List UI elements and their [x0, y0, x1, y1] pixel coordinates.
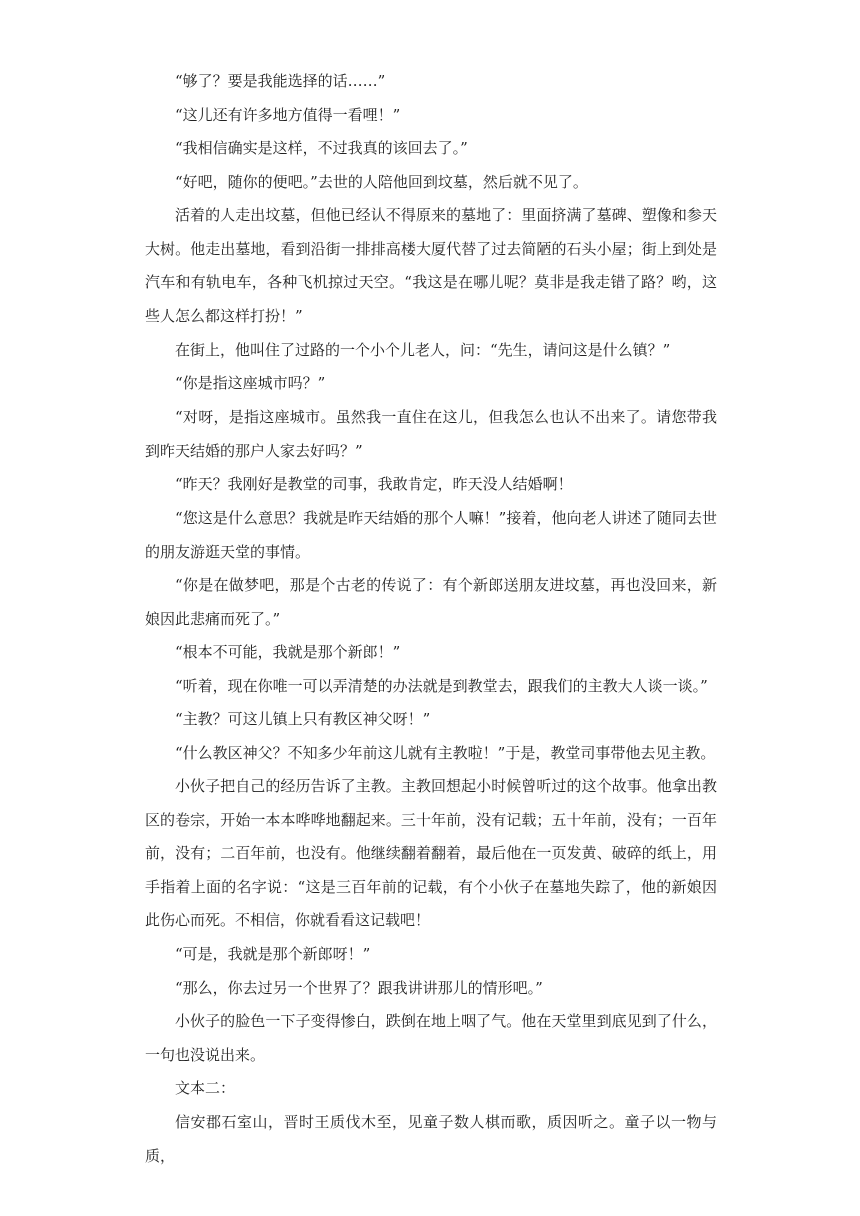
- paragraph-15: “什么教区神父？不知多少年前这儿就有主教啦！”于是，教堂司事带他去见主教。: [175, 744, 716, 762]
- paragraph-16: 小伙子把自己的经历告诉了主教。主教回想起小时候曾听过的这个故事。他拿出教区的卷宗，开始一本本哗哗地翻起来。三十年前，没有记载；五十年前，没有；一百年前，没有；二百年前，也没有。他继续翻着翻着，最后他在一页发黄、破碎的纸上，用手指着上面的名字说：“这是三百年前的记载，有个小伙子在墓地失踪了，他的新娘因此伤心而死。不相信，你就看看这记载吧！: [145, 777, 717, 929]
- paragraph-20: 信安郡石室山，晋时王质伐木至，见童子数人棋而歌，质因听之。童子以一物与质，: [145, 1113, 717, 1165]
- paragraph-7: “你是指这座城市吗？”: [175, 374, 326, 392]
- paragraph-4: “好吧，随你的便吧。”去世的人陪他回到坟墓，然后就不见了。: [175, 173, 588, 191]
- paragraph-14: “主教？可这儿镇上只有教区神父呀！”: [175, 710, 431, 728]
- paragraph-12: “根本不可能，我就是那个新郎！”: [175, 643, 401, 661]
- paragraph-5: 活着的人走出坟墓，但他已经认不得原来的墓地了：里面挤满了墓碑、塑像和参天大树。他走出墓地，看到沿街一排排高楼大厦代替了过去简陋的石头小屋；街上到处是汽车和有轨电车，各种飞机掠过天空。“我这是在哪儿呢？莫非是我走错了路？哟，这些人怎么都这样打扮！”: [145, 206, 717, 325]
- paragraph-2: “这儿还有许多地方值得一看哩！”: [175, 106, 401, 124]
- paragraph-18: “那么，你去过另一个世界了？跟我讲讲那儿的情形吧。”: [175, 979, 543, 997]
- paragraph-3: “我相信确实是这样，不过我真的该回去了。”: [175, 139, 468, 157]
- paragraph-13: “听着，现在你唯一可以弄清楚的办法就是到教堂去，跟我们的主教大人谈一谈。”: [175, 677, 708, 695]
- section-heading-text-two: 文本二：: [175, 1079, 236, 1097]
- paragraph-17: “可是，我就是那个新郎呀！”: [175, 945, 371, 963]
- paragraph-19: 小伙子的脸色一下子变得惨白，跌倒在地上咽了气。他在天堂里到底见到了什么，一句也没说出来。: [145, 1012, 717, 1064]
- paragraph-10: “您这是什么意思？我就是昨天结婚的那个人嘛！”接着，他向老人讲述了随同去世的朋友游逛天堂的事情。: [145, 509, 717, 561]
- paragraph-8: “对呀，是指这座城市。虽然我一直住在这儿，但我怎么也认不出来了。请您带我到昨天结婚的那户人家去好吗？”: [145, 408, 717, 460]
- paragraph-9: “昨天？我刚好是教堂的司事，我敢肯定，昨天没人结婚啊！: [175, 475, 573, 493]
- paragraph-6: 在街上，他叫住了过路的一个小个儿老人，问：“先生，请问这是什么镇？”: [175, 341, 671, 359]
- paragraph-1: “够了？要是我能选择的话……”: [175, 72, 386, 90]
- paragraph-11: “你是在做梦吧，那是个古老的传说了：有个新郎送朋友进坟墓，再也没回来，新娘因此悲痛而死了。”: [145, 576, 717, 628]
